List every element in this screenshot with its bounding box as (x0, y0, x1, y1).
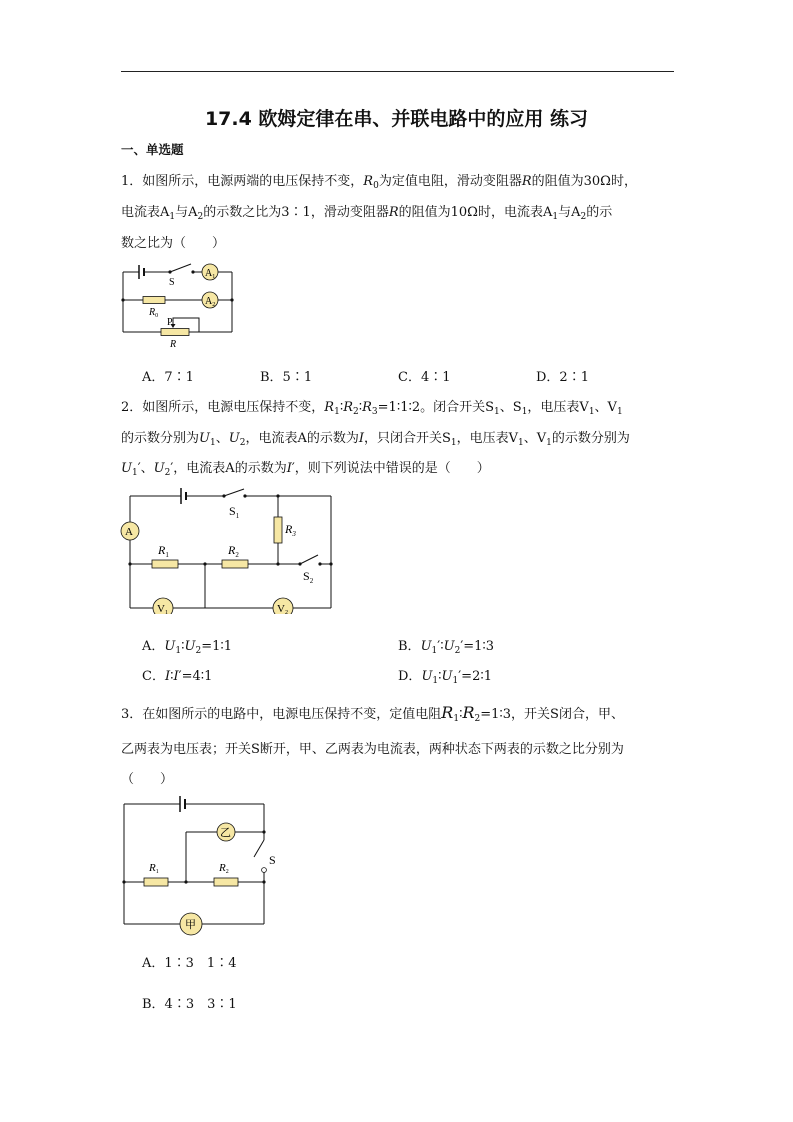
q3-meter-yi-label: 乙 (220, 827, 231, 839)
q3-switch-label: S (269, 853, 276, 867)
q3-meter-jia-label: 甲 (185, 919, 196, 931)
q2-r2-label: $R_2$ (228, 543, 239, 559)
q2-circuit-figure (118, 484, 340, 614)
q1-option-b[interactable]: B．5∶1 (260, 370, 313, 385)
section-heading: 一、单选题 (121, 142, 184, 157)
q1-ammeter-a2-label: $A_2$ (205, 296, 216, 308)
q1-rheostat-label: R (170, 339, 177, 350)
top-rule (121, 71, 674, 72)
q2-r1-label: $R_1$ (158, 543, 169, 559)
q3-line-1: 3．在如图所示的电路中，电源电压保持不变，定值电阻$R_1∶R_2=1∶3$，开关S闭合，甲、 (121, 703, 624, 724)
q3-r1-label: R1 (149, 862, 159, 875)
q1-option-c[interactable]: C．4∶1 (398, 370, 451, 385)
q3-r2-label: R2 (219, 862, 229, 875)
q3-option-a[interactable]: A．1∶3 1∶4 (142, 956, 237, 971)
q1-switch-label: S (169, 277, 175, 288)
q2-r3-label: $R_3$ (285, 522, 296, 538)
q1-r0-label: $R_0$ (149, 307, 159, 319)
q1-option-d[interactable]: D．2∶1 (536, 370, 589, 385)
q1-line-1: 1．如图所示，电源两端的电压保持不变，$R_0$为定值电阻，滑动变阻器R的阻值为30Ω时， (121, 174, 637, 191)
q2-switch-s1-label: $S_1$ (229, 504, 240, 520)
q3-line-3: （ ） (121, 772, 174, 787)
q2-voltmeter-v1-label: V1 (157, 603, 168, 614)
q2-option-b[interactable]: B．$U_1'∶U_2'=1∶3$ (398, 639, 495, 656)
q2-switch-s2-label: $S_2$ (303, 569, 314, 585)
page-title: 17.4 欧姆定律在串、并联电路中的应用 练习 (204, 108, 589, 130)
q1-ammeter-a1-label: $A_1$ (205, 268, 216, 280)
q2-ammeter-label: A (125, 526, 133, 538)
q3-line-2: 乙两表为电压表；开关S断开，甲、乙两表为电流表，两种状态下两表的示数之比分别为 (121, 742, 624, 757)
q1-option-a[interactable]: A．7∶1 (142, 370, 194, 385)
q3-option-b[interactable]: B．4∶3 3∶1 (142, 997, 237, 1012)
q2-option-a[interactable]: A．$U_1∶U_2=1∶1$ (142, 639, 233, 656)
q1-line-2: 电流表$A_1$与$A_2$的示数之比为3∶1，滑动变阻器R的阻值为10Ω时，电流表$A_1$与$A_2$的示 (121, 205, 613, 222)
q2-line-2: 的示数分别为$U_1$、$U_2$，电流表A的示数为I，只闭合开关$S_1$，电压表$V_1$、$V_1$的示数分别为 (121, 431, 630, 448)
q1-slider-label: P (167, 317, 173, 328)
q2-option-c[interactable]: C．I∶I′=4∶1 (142, 669, 213, 684)
q1-line-3: 数之比为（ ） (121, 236, 226, 251)
q1-circuit-figure (115, 258, 245, 350)
q3-circuit-figure (118, 792, 276, 940)
q2-voltmeter-v2-label: V2 (277, 603, 288, 614)
q2-line-1: 2．如图所示，电源电压保持不变，$R_1∶R_2∶R_3=1∶1∶2$。闭合开关$S_1$、$S_1$，电压表$V_1$、$V_1$ (121, 400, 623, 417)
q2-line-3: $U_1'$、$U_2'$，电流表A的示数为I′，则下列说法中错误的是（ ） (121, 461, 490, 478)
q2-option-d[interactable]: D．$U_1∶U_1'=2∶1$ (398, 669, 493, 686)
